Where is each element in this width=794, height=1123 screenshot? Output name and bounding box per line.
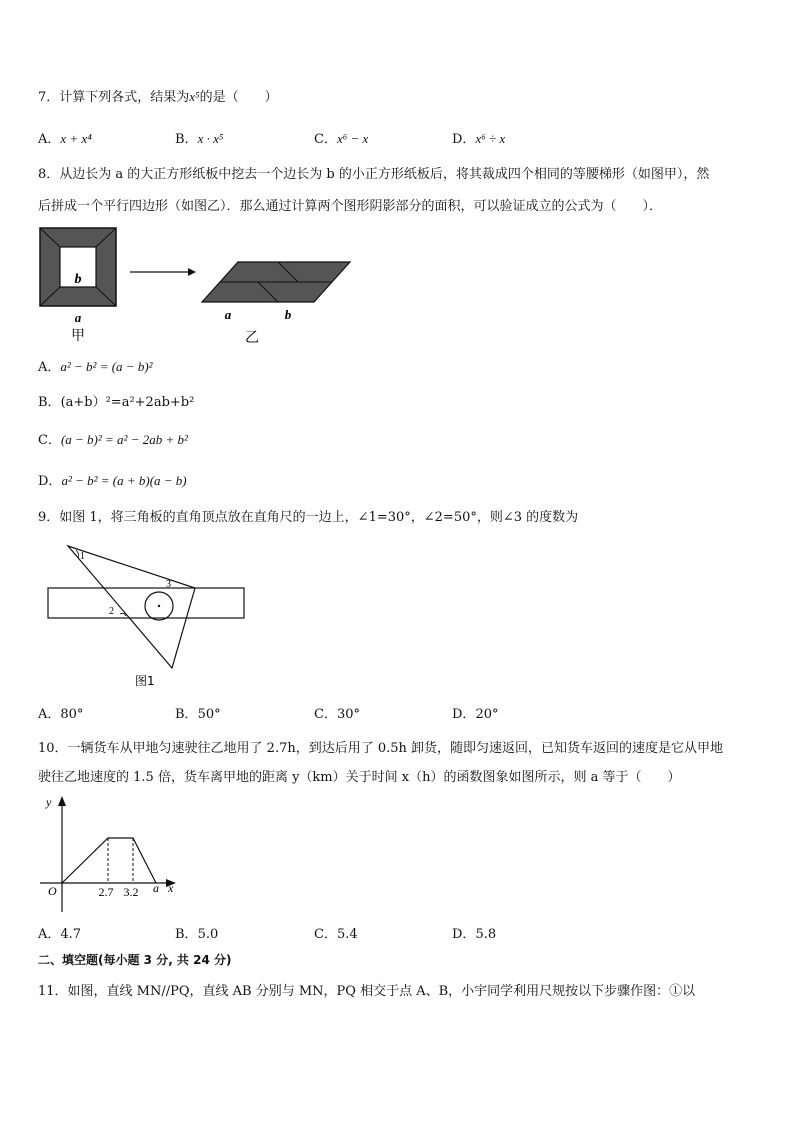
option-label: B． — [175, 132, 198, 147]
option-label: D． — [38, 474, 62, 489]
axis-label-y: y — [46, 795, 52, 809]
option-expr: 80° — [60, 707, 84, 722]
figure-caption: 图1 — [135, 674, 155, 688]
axis-label-x: x — [168, 881, 174, 895]
fig-yi-label-b: b — [284, 307, 292, 322]
tick-label-2-7: 2.7 — [98, 885, 114, 899]
q9-figure — [40, 540, 255, 692]
q9-option-b[interactable] — [175, 705, 221, 725]
option-expr: 5.4 — [336, 927, 358, 942]
option-expr: a² − b² = (a − b)² — [60, 359, 153, 374]
q8-option-d[interactable] — [38, 471, 187, 492]
q7-stem-math: x⁵ — [189, 89, 200, 104]
option-label: C． — [314, 927, 337, 942]
q8-option-b[interactable] — [38, 393, 194, 413]
angle-label-2: 2 — [109, 606, 114, 617]
arrow-icon — [130, 268, 196, 276]
q7-option-c[interactable] — [314, 129, 368, 150]
option-expr: x⁶ ÷ x — [475, 131, 506, 146]
q10-option-c[interactable] — [314, 925, 358, 945]
q9-stem: 9．如图 1，将三角板的直角顶点放在直角尺的一边上，∠1=30°，∠2=50°，则∠3 的度数为 — [38, 510, 579, 525]
option-label: B． — [38, 395, 61, 410]
option-expr: 30° — [336, 707, 360, 722]
origin-label: O — [48, 884, 57, 898]
q7-option-a[interactable] — [38, 129, 92, 150]
q9-option-d[interactable] — [452, 705, 498, 725]
q10-option-a[interactable] — [38, 925, 81, 945]
fig-jia-side-label: a — [74, 310, 82, 325]
option-expr: 5.0 — [197, 927, 219, 942]
ruler — [48, 588, 244, 618]
q7-option-b[interactable] — [175, 129, 223, 150]
section-heading: 二、填空题(每小题 3 分, 共 24 分) — [38, 953, 232, 967]
option-expr: x⁶ − x — [336, 131, 369, 146]
option-label: D． — [452, 132, 476, 147]
distance-function-line — [62, 838, 156, 883]
q10-stem-line2: 驶往乙地速度的 1.5 倍，货车离甲地的距离 y（km）关于时间 x（h）的函数图象如图所示，则 a 等于（ ） — [38, 770, 681, 785]
tick-label-a: a — [153, 881, 159, 895]
q7-stem — [38, 87, 278, 108]
option-label: B． — [175, 927, 198, 942]
option-label: D． — [452, 927, 476, 942]
q8-stem-line1: 8．从边长为 a 的大正方形纸板中挖去一个边长为 b 的小正方形纸板后，将其裁成四个相同的等腰梯形（如图甲），然 — [38, 167, 710, 182]
angle-label-1: 1 — [80, 551, 85, 562]
option-expr: (a+b）²=a²+2ab+b² — [60, 395, 195, 410]
q8-stem-line2: 后拼成一个平行四边形（如图乙）．那么通过计算两个图形阴影部分的面积，可以验证成立的公式为（ ）． — [38, 199, 663, 214]
option-expr: x · x⁵ — [197, 131, 224, 146]
option-label: C． — [38, 433, 61, 448]
option-label: C． — [314, 132, 337, 147]
q8-option-c[interactable] — [38, 430, 188, 451]
q11-stem: 11．如图，直线 MN//PQ，直线 AB 分别与 MN，PQ 相交于点 A、B，小宇同学利用尺规按以下步骤作图：①以 — [38, 984, 696, 999]
q7-stem-tail: 的是（ ） — [199, 90, 278, 105]
option-label: A． — [38, 360, 61, 375]
figure-jia — [40, 228, 116, 344]
figure-yi — [202, 262, 350, 346]
option-label: A． — [38, 927, 61, 942]
q10-stem-line1: 10．一辆货车从甲地匀速驶往乙地用了 2.7h，到达后用了 0.5h 卸货，随即匀速返回，已知货车返回的速度是它从甲地 — [38, 741, 724, 756]
angle-label-3: 3 — [166, 579, 171, 590]
option-expr: x + x⁴ — [60, 131, 92, 146]
option-label: B． — [175, 707, 198, 722]
option-expr: 5.8 — [475, 927, 497, 942]
option-expr: 4.7 — [60, 927, 82, 942]
fig-yi-label-a: a — [224, 307, 232, 322]
tick-label-3-2: 3.2 — [123, 885, 139, 899]
q7-stem-text: 7．计算下列各式，结果为 — [38, 90, 190, 105]
q7-option-d[interactable] — [452, 129, 505, 150]
q9-option-a[interactable] — [38, 705, 83, 725]
fig-yi-caption: 乙 — [245, 330, 259, 346]
option-expr: 20° — [475, 707, 499, 722]
q10-option-d[interactable] — [452, 925, 496, 945]
option-label: D． — [452, 707, 476, 722]
q8-figures — [30, 222, 370, 347]
option-label: C． — [314, 707, 337, 722]
fig-jia-caption: 甲 — [71, 328, 85, 344]
q10-option-b[interactable] — [175, 925, 218, 945]
q10-graph — [38, 792, 188, 917]
option-expr: 50° — [197, 707, 221, 722]
q9-option-c[interactable] — [314, 705, 360, 725]
q8-option-a[interactable] — [38, 357, 153, 378]
option-expr: (a − b)² = a² − 2ab + b² — [60, 432, 188, 447]
option-label: A． — [38, 707, 61, 722]
fig-jia-inner-label: b — [74, 272, 82, 287]
option-label: A． — [38, 132, 61, 147]
option-expr: a² − b² = (a + b)(a − b) — [61, 473, 187, 488]
